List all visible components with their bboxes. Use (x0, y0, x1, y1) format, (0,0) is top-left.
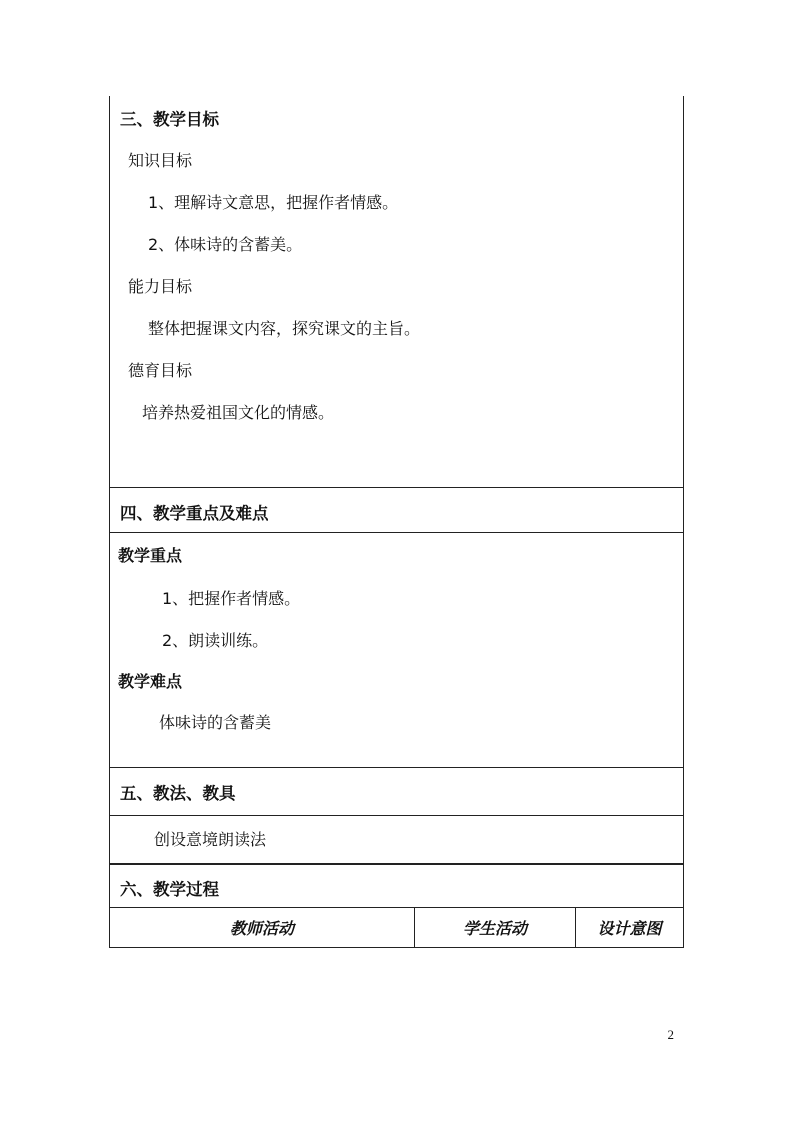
difficulty-text: 体味诗的含蓄美 (159, 713, 272, 732)
section-teaching-objectives (109, 96, 684, 487)
key-point-item: 1、把握作者情感。 (162, 589, 301, 608)
key-points-label: 教学重点 (118, 546, 183, 565)
page-number: 2 (667, 1027, 674, 1042)
knowledge-item: 1、理解诗文意思，把握作者情感。 (148, 193, 399, 212)
section-process-header (109, 863, 684, 907)
column-header-design: 设计意图 (575, 908, 683, 947)
lesson-plan-table (109, 96, 684, 948)
section-heading: 五、教法、教具 (120, 784, 236, 803)
key-point-item: 2、朗读训练。 (162, 631, 269, 650)
column-header-teacher: 教师活动 (229, 919, 294, 938)
knowledge-item: 2、体味诗的含蓄美。 (148, 235, 303, 254)
moral-objective-label: 德育目标 (128, 361, 193, 380)
ability-objective-text: 整体把握课文内容，探究课文的主旨。 (148, 319, 421, 338)
methods-text: 创设意境朗读法 (154, 830, 267, 849)
knowledge-objective-label: 知识目标 (128, 151, 193, 170)
process-column-headers (109, 907, 684, 948)
section-heading: 六、教学过程 (120, 880, 219, 899)
column-header-student: 学生活动 (414, 908, 575, 947)
section-heading: 三、教学目标 (120, 110, 219, 129)
moral-objective-text: 培养热爱祖国文化的情感。 (142, 403, 335, 422)
ability-objective-label: 能力目标 (128, 277, 193, 296)
section-methods-header (109, 767, 684, 815)
section-key-points-body (109, 532, 684, 767)
section-key-points-header (109, 487, 684, 532)
difficulty-label: 教学难点 (118, 672, 183, 691)
section-methods-body (109, 815, 684, 863)
section-heading: 四、教学重点及难点 (120, 504, 269, 523)
